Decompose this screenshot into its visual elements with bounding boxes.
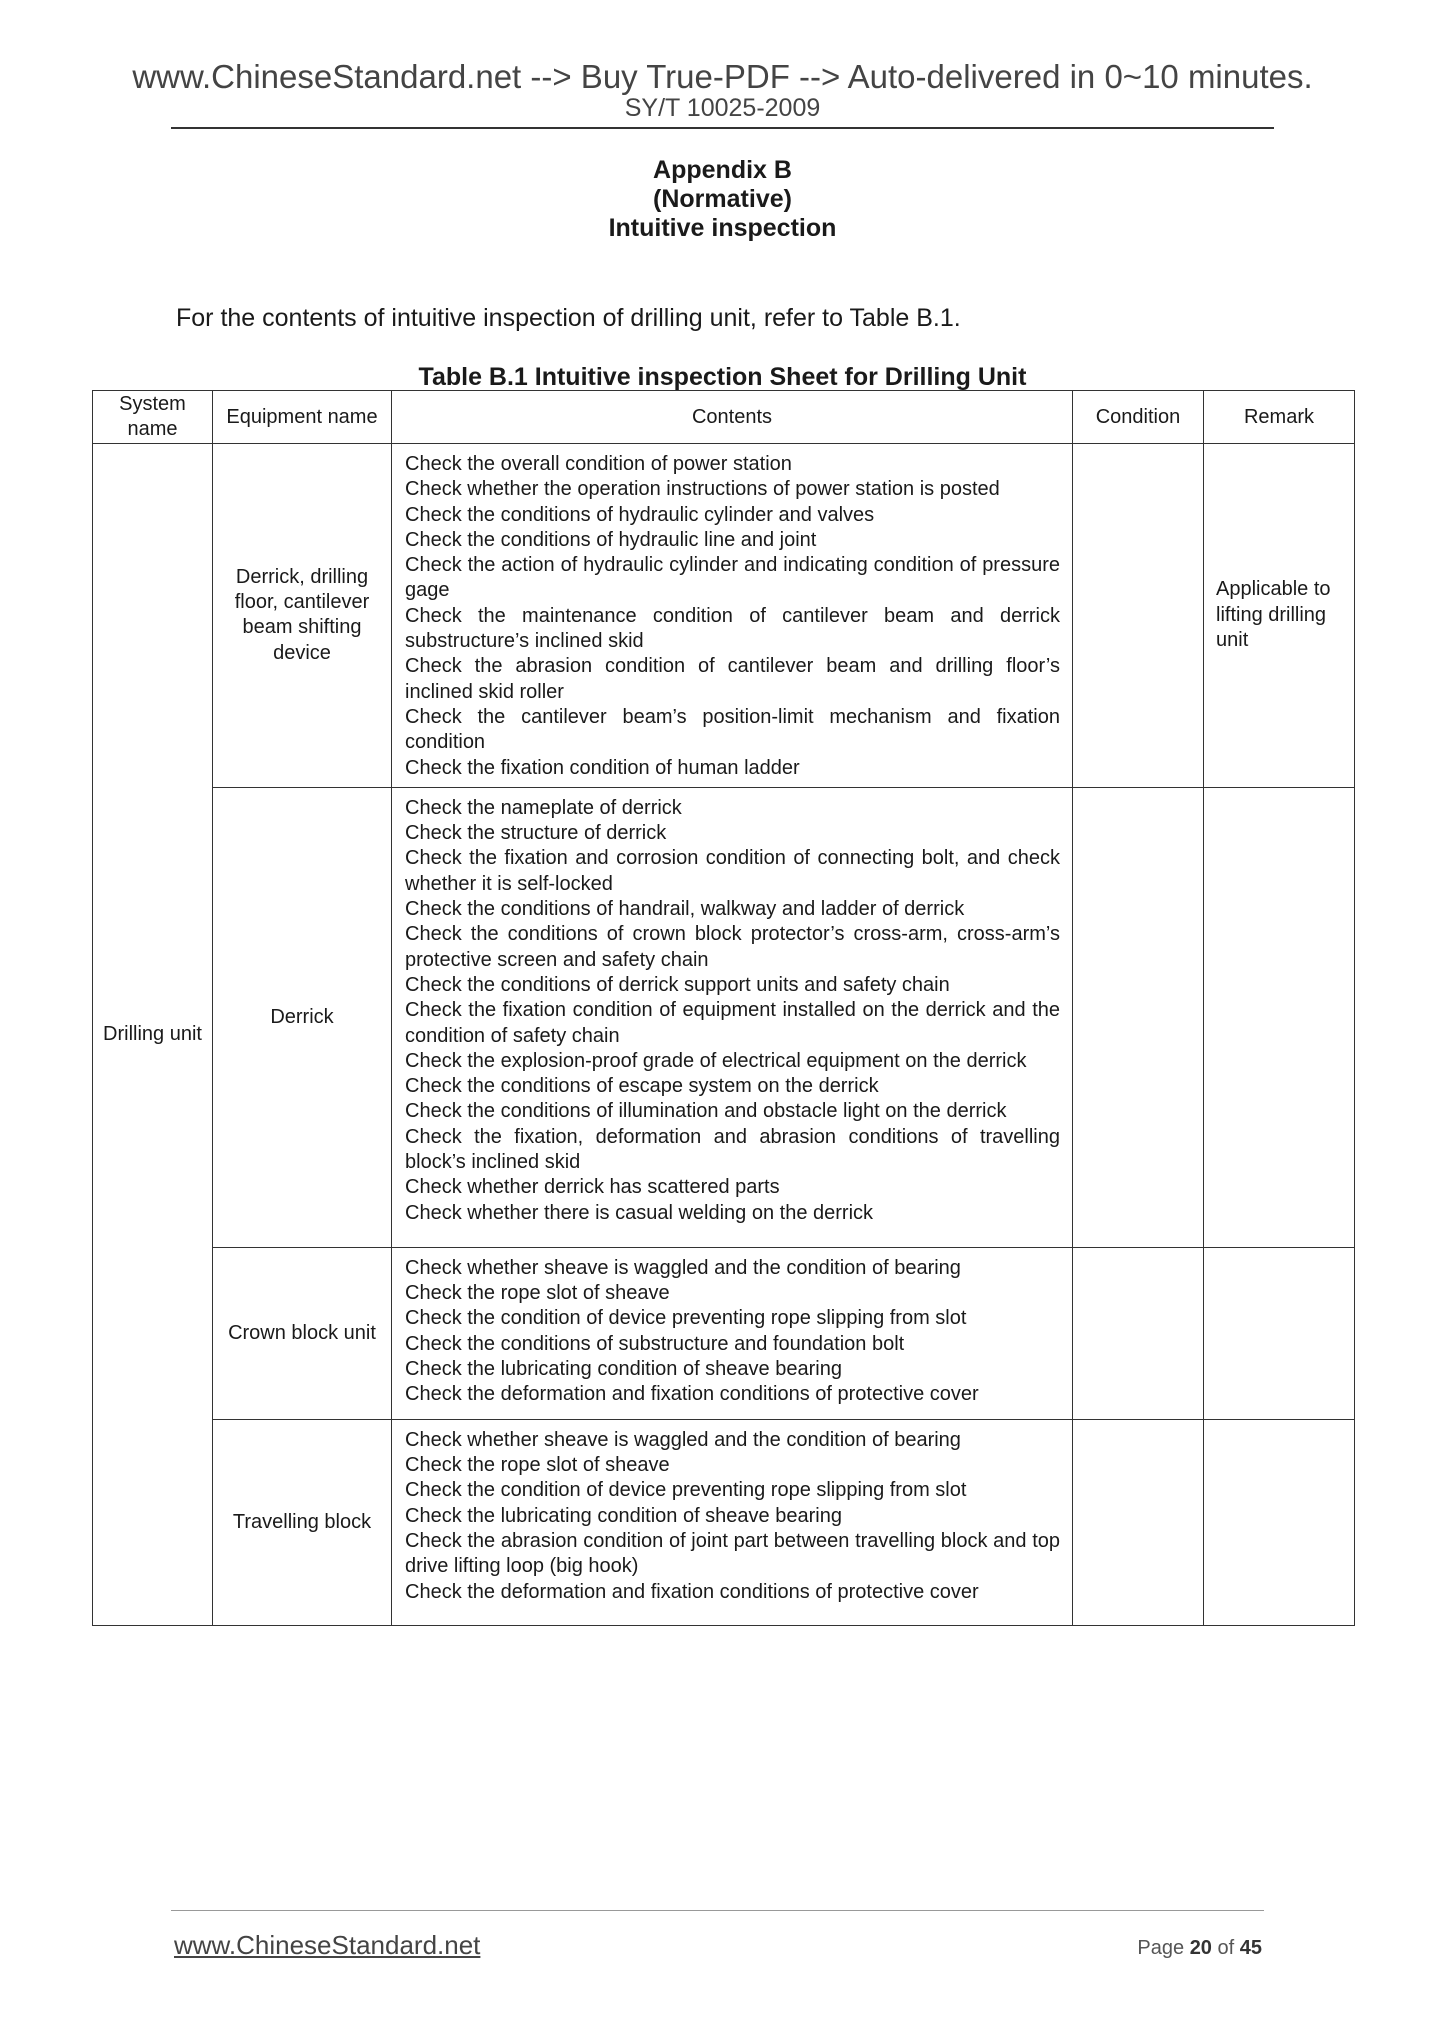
header-system-name: System name — [93, 391, 213, 444]
table-row — [93, 1419, 1355, 1625]
check-item: Check the conditions of crown block protector’s cross-arm, cross-arm’s protective screen and safety chain — [405, 923, 1060, 971]
intro-paragraph: For the contents of intuitive inspection of drilling unit, refer to Table B.1. — [176, 304, 961, 332]
table-row — [93, 787, 1355, 1247]
check-item: Check whether the operation instructions of power station is posted — [405, 478, 1000, 501]
appendix-title: Appendix B — [653, 156, 792, 184]
footer-website-link[interactable]: www.ChineseStandard.net — [174, 1930, 481, 1960]
contents-cell — [392, 1419, 1073, 1625]
check-item: Check the abrasion condition of joint part between travelling block and top drive lifting loop (big hook) — [405, 1530, 1060, 1578]
table-row — [93, 444, 1355, 788]
check-item: Check the rope slot of sheave — [405, 1454, 670, 1477]
table-title: Table B.1 Intuitive inspection Sheet for Drilling Unit — [418, 363, 1027, 391]
header-remark: Remark — [1204, 391, 1355, 444]
equipment-name-cell: Travelling block — [213, 1419, 392, 1625]
check-item: Check whether sheave is waggled and the condition of bearing — [405, 1428, 961, 1451]
check-item: Check the lubricating condition of sheave bearing — [405, 1504, 842, 1527]
system-name-cell: Drilling unit — [93, 444, 213, 1626]
page-of: of — [1217, 1937, 1235, 1959]
equipment-name-cell: Crown block unit — [213, 1247, 392, 1419]
doc-number: SY/T 10025-2009 — [624, 94, 821, 122]
check-item: Check the fixation, deformation and abrasion conditions of travelling block’s inclined skid — [405, 1125, 1060, 1174]
page-current: 20 — [1189, 1937, 1212, 1959]
equipment-name-cell: Derrick — [213, 787, 392, 1247]
check-item: Check the fixation and corrosion condition of connecting bolt, and check whether it is self-locked — [405, 847, 1060, 895]
header-banner: www.ChineseStandard.net --> Buy True-PDF --> Auto-delivered in 0~10 minutes. — [132, 58, 1313, 95]
check-item: Check the abrasion condition of cantilever beam and drilling floor’s inclined skid roller — [405, 655, 1060, 703]
remark-cell: Applicable to lifting drilling unit — [1204, 444, 1355, 788]
condition-cell — [1073, 444, 1204, 788]
equipment-name-cell: Derrick, drilling floor, cantilever beam shifting device — [213, 444, 392, 788]
contents-cell — [392, 444, 1073, 788]
appendix-subtitle: Intuitive inspection — [608, 214, 837, 242]
check-item: Check the condition of device preventing rope slipping from slot — [405, 1307, 967, 1330]
page-total: 45 — [1239, 1937, 1262, 1959]
check-item: Check the overall condition of power station — [405, 453, 792, 475]
page-label: Page — [1137, 1937, 1185, 1959]
check-item: Check the deformation and fixation conditions of protective cover — [405, 1383, 979, 1406]
check-item: Check the conditions of escape system on the derrick — [405, 1075, 879, 1098]
remark-cell — [1204, 1419, 1355, 1625]
page-number — [1137, 1936, 1262, 1960]
condition-cell — [1073, 787, 1204, 1247]
header-equipment-name: Equipment name — [213, 391, 392, 444]
contents-cell — [392, 1247, 1073, 1419]
check-item: Check the lubricating condition of sheave bearing — [405, 1358, 842, 1381]
header-divider — [171, 127, 1274, 129]
check-item: Check the fixation condition of human ladder — [405, 756, 800, 779]
appendix-type: (Normative) — [653, 185, 792, 213]
header-condition: Condition — [1073, 391, 1204, 444]
condition-cell — [1073, 1419, 1204, 1625]
check-item: Check the conditions of illumination and obstacle light on the derrick — [405, 1100, 1007, 1123]
check-item: Check whether derrick has scattered parts — [405, 1176, 780, 1199]
check-item: Check the structure of derrick — [405, 822, 667, 845]
check-item: Check the condition of device preventing rope slipping from slot — [405, 1479, 967, 1502]
remark-cell — [1204, 1247, 1355, 1419]
check-item: Check whether there is casual welding on the derrick — [405, 1201, 874, 1224]
table-row — [93, 1247, 1355, 1419]
inspection-table — [92, 390, 1355, 1626]
table-header-row — [93, 391, 1355, 444]
check-item: Check the cantilever beam’s position-limit mechanism and fixation condition — [405, 705, 1060, 754]
check-item: Check the conditions of derrick support units and safety chain — [405, 973, 950, 996]
appendix-heading — [0, 156, 1445, 243]
check-item: Check the fixation condition of equipment installed on the derrick and the condition of safety chain — [405, 999, 1060, 1047]
check-item: Check the nameplate of derrick — [405, 796, 682, 819]
check-item: Check the explosion-proof grade of electrical equipment on the derrick — [405, 1049, 1027, 1072]
header-contents: Contents — [392, 391, 1073, 444]
remark-cell — [1204, 787, 1355, 1247]
check-item: Check the conditions of hydraulic cylinder and valves — [405, 503, 875, 526]
footer-divider — [171, 1910, 1264, 1911]
check-item: Check the deformation and fixation conditions of protective cover — [405, 1580, 979, 1603]
check-item: Check the conditions of handrail, walkway and ladder of derrick — [405, 898, 965, 921]
check-item: Check the rope slot of sheave — [405, 1282, 670, 1305]
check-item: Check the maintenance condition of cantilever beam and derrick substructure’s inclined skid — [405, 604, 1060, 653]
check-item: Check the conditions of substructure and foundation bolt — [405, 1332, 905, 1355]
condition-cell — [1073, 1247, 1204, 1419]
check-item: Check whether sheave is waggled and the condition of bearing — [405, 1256, 961, 1279]
check-item: Check the conditions of hydraulic line and joint — [405, 528, 817, 551]
contents-cell — [392, 787, 1073, 1247]
check-item: Check the action of hydraulic cylinder and indicating condition of pressure gage — [405, 554, 1060, 602]
